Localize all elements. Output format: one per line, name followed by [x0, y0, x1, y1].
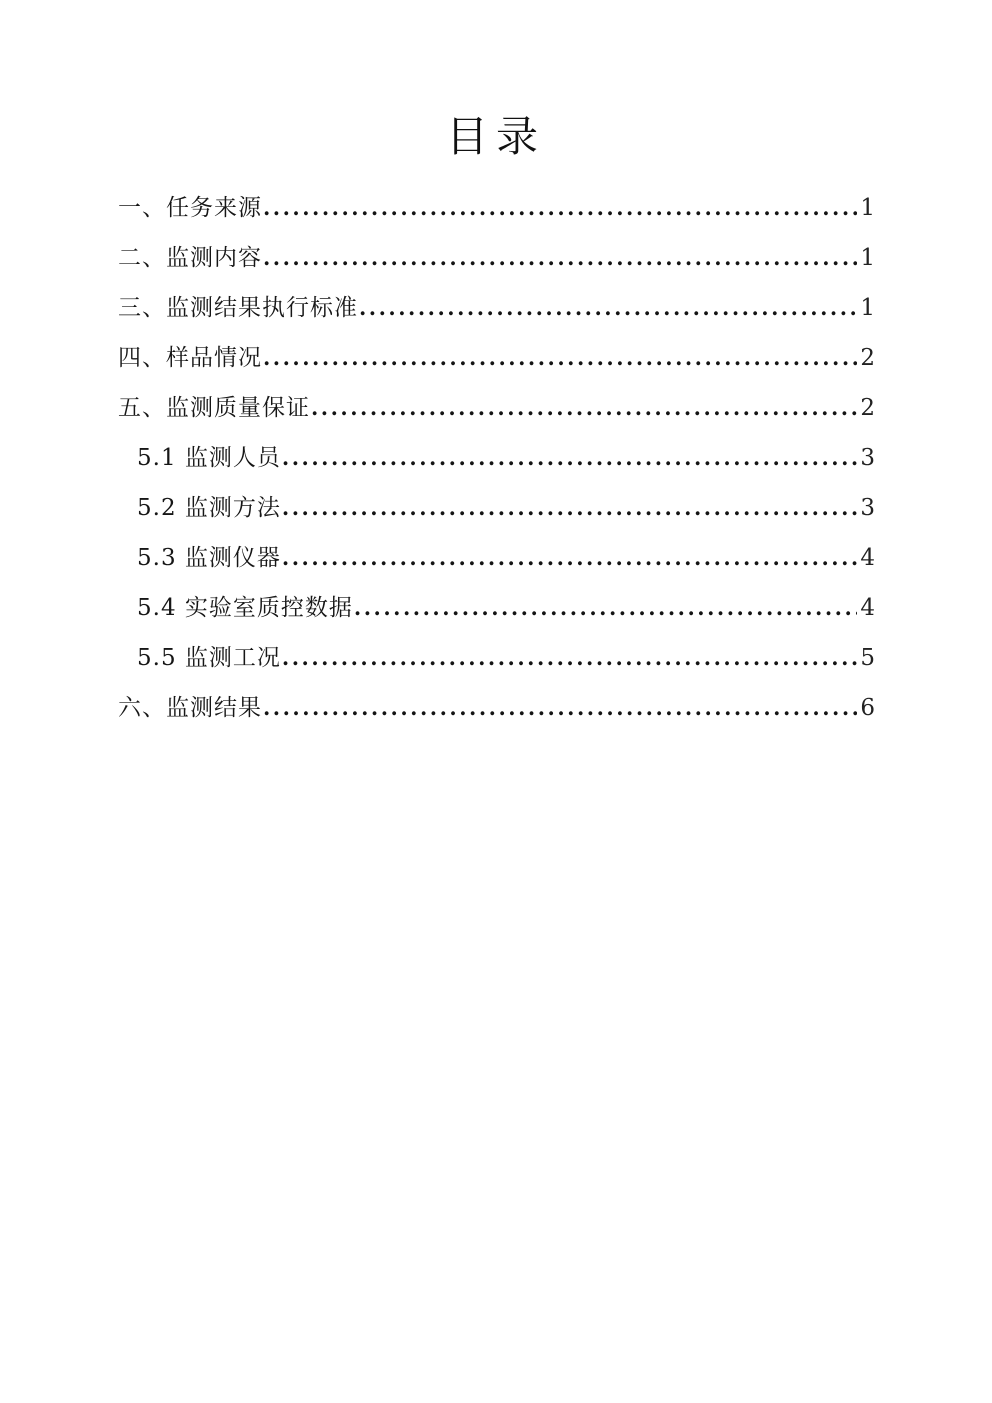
toc-entry-page: 5: [860, 644, 875, 671]
toc-entry-page: 6: [860, 694, 875, 721]
toc-entry[interactable]: [118, 383, 875, 433]
toc-entry-page: 3: [860, 494, 875, 521]
dot-leader: [263, 683, 857, 733]
dot-leader: [282, 483, 857, 533]
toc-entry-label[interactable]: 一、任务来源: [118, 194, 262, 221]
toc-entry[interactable]: [118, 233, 875, 283]
dot-leader: [282, 433, 857, 483]
toc-entry-label[interactable]: 5.2 监测方法: [137, 494, 281, 521]
toc-entry-page: 2: [860, 394, 875, 421]
dot-leader: [282, 633, 857, 683]
dot-leader: [263, 333, 857, 383]
toc-entry-page: 4: [860, 544, 875, 571]
toc-entry[interactable]: [118, 583, 875, 633]
toc-entry[interactable]: [118, 633, 875, 683]
dot-leader: [311, 383, 857, 433]
toc-entry-label[interactable]: 5.3 监测仪器: [137, 544, 281, 571]
toc-entry-label[interactable]: 四、样品情况: [118, 344, 262, 371]
toc-entry-label[interactable]: 5.1 监测人员: [137, 444, 281, 471]
dot-leader: [263, 233, 857, 283]
dot-leader: [354, 583, 857, 633]
toc-entry-label[interactable]: 5.5 监测工况: [137, 644, 281, 671]
toc-entry[interactable]: [118, 183, 875, 233]
toc-entry-page: 1: [860, 244, 875, 271]
toc-entry-label[interactable]: 二、监测内容: [118, 244, 262, 271]
toc-entry-page: 4: [860, 594, 875, 621]
dot-leader: [263, 183, 857, 233]
dot-leader: [359, 283, 857, 333]
toc-entry[interactable]: [118, 333, 875, 383]
toc-entry[interactable]: [118, 683, 875, 733]
toc-entry-label[interactable]: 六、监测结果: [118, 694, 262, 721]
toc-entry-label[interactable]: 5.4 实验室质控数据: [137, 594, 353, 621]
toc-entry[interactable]: [118, 533, 875, 583]
dot-leader: [282, 533, 857, 583]
page-title: 目录: [445, 112, 546, 161]
toc-entry-page: 3: [860, 444, 875, 471]
toc-entry[interactable]: [118, 283, 875, 333]
toc-entry-page: 1: [860, 194, 875, 221]
toc-entry-label[interactable]: 五、监测质量保证: [118, 394, 310, 421]
toc-entry-page: 1: [860, 294, 875, 321]
toc-entry[interactable]: [118, 433, 875, 483]
toc-entry[interactable]: [118, 483, 875, 533]
table-of-contents: [0, 183, 992, 733]
toc-entry-label[interactable]: 三、监测结果执行标准: [118, 294, 358, 321]
toc-entry-page: 2: [860, 344, 875, 371]
